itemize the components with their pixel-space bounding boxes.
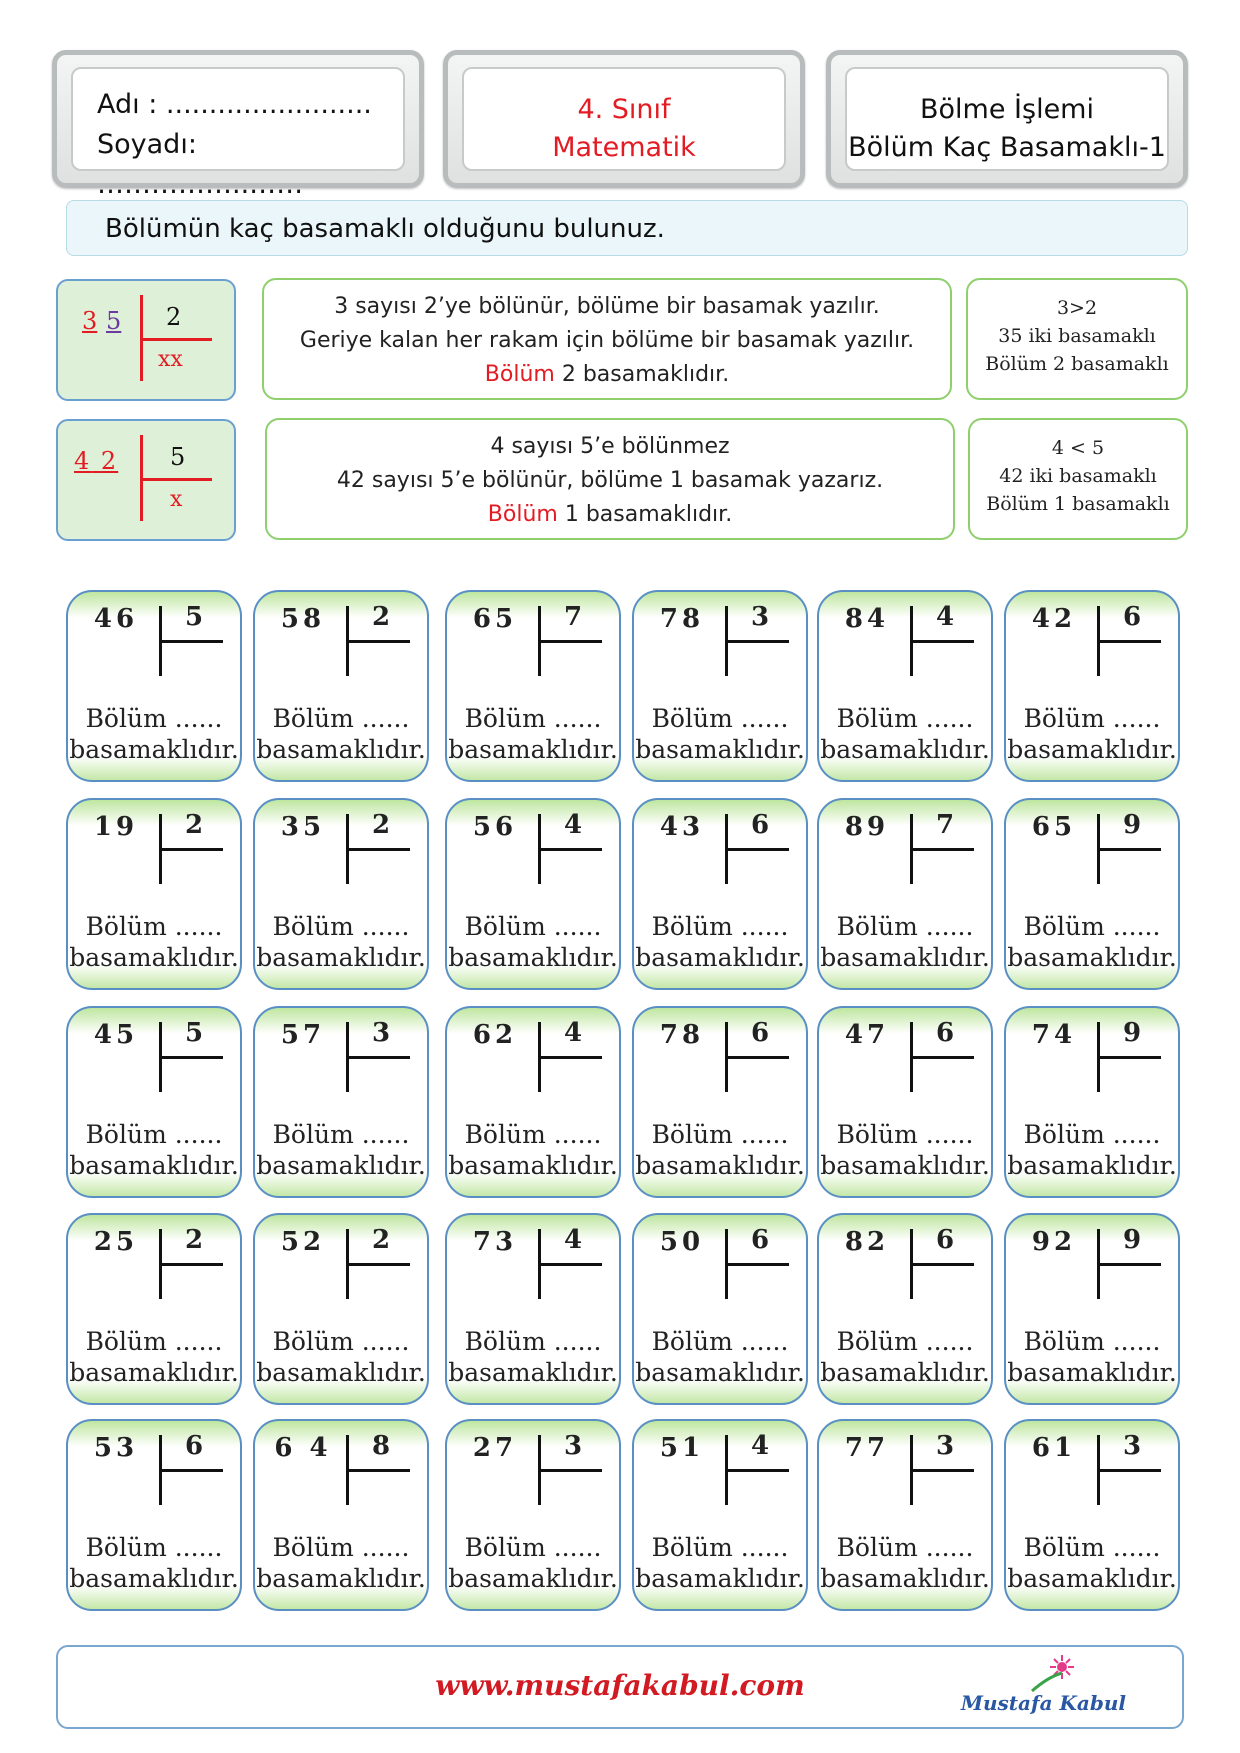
name-plaque — [52, 50, 424, 200]
answer-suffix: basamaklıdır. — [69, 1564, 239, 1593]
problem-divisor: 9 — [1122, 810, 1142, 840]
problem-dividend: 82 — [844, 1227, 890, 1257]
answer-suffix: basamaklıdır. — [448, 1564, 618, 1593]
answer-blank[interactable]: Bölüm ...... — [1023, 1327, 1161, 1356]
problem-card — [253, 1419, 429, 1611]
example-2-result-label: Bölüm — [487, 502, 558, 527]
problem-divisor: 2 — [184, 1225, 204, 1255]
problem-dividend: 77 — [844, 1433, 890, 1463]
problem-card — [632, 798, 808, 990]
answer-suffix: basamaklıdır. — [448, 1358, 618, 1387]
problem-divisor: 7 — [935, 810, 955, 840]
surname-field-label[interactable]: Soyadı: ……………..…… — [97, 129, 304, 200]
problem-divisor: 4 — [750, 1431, 770, 1461]
topic-plaque — [826, 50, 1188, 188]
problem-dividend: 73 — [472, 1227, 518, 1257]
problem-divisor: 3 — [750, 602, 770, 632]
problem-card — [445, 1006, 621, 1198]
division-horizontal-line — [910, 1263, 974, 1266]
division-horizontal-line — [725, 848, 789, 851]
problem-divisor: 6 — [935, 1018, 955, 1048]
problem-card — [253, 798, 429, 990]
example-2-divisor: 5 — [170, 443, 186, 471]
problem-dividend: 47 — [844, 1020, 890, 1050]
answer-blank[interactable]: Bölüm ...... — [272, 1533, 410, 1562]
example-1-quotient: xx — [158, 347, 183, 372]
division-horizontal-line — [1097, 848, 1161, 851]
division-horizontal-line — [538, 640, 602, 643]
problem-divisor: 5 — [184, 602, 204, 632]
division-horizontal-line — [159, 848, 223, 851]
answer-suffix: basamaklıdır. — [1007, 1358, 1177, 1387]
problem-card — [253, 590, 429, 782]
answer-suffix: basamaklıdır. — [256, 735, 426, 764]
answer-blank[interactable]: Bölüm ...... — [651, 704, 789, 733]
division-horizontal-line — [346, 848, 410, 851]
answer-suffix: basamaklıdır. — [1007, 943, 1177, 972]
problem-divisor: 3 — [1122, 1431, 1142, 1461]
problem-divisor: 6 — [750, 810, 770, 840]
division-horizontal-line — [725, 1263, 789, 1266]
problem-divisor: 9 — [1122, 1225, 1142, 1255]
example-1-line-3 — [264, 358, 950, 392]
division-horizontal-line — [538, 1056, 602, 1059]
answer-suffix: basamaklıdır. — [1007, 1151, 1177, 1180]
answer-blank[interactable]: Bölüm ...... — [464, 704, 602, 733]
division-horizontal-line — [159, 640, 223, 643]
answer-suffix: basamaklıdır. — [820, 943, 990, 972]
answer-suffix: basamaklıdır. — [635, 1151, 805, 1180]
answer-blank[interactable]: Bölüm ...... — [464, 912, 602, 941]
division-horizontal-line — [725, 1056, 789, 1059]
problem-divisor: 6 — [750, 1018, 770, 1048]
problem-divisor: 8 — [371, 1431, 391, 1461]
problem-card — [817, 798, 993, 990]
example-2-note-2: 42 iki basamaklı — [999, 465, 1157, 487]
answer-suffix: basamaklıdır. — [69, 1151, 239, 1180]
division-horizontal-line — [538, 1263, 602, 1266]
example-2-dividend-digit-2: 2 — [100, 447, 119, 475]
problem-dividend: 50 — [659, 1227, 705, 1257]
answer-blank[interactable]: Bölüm ...... — [1023, 704, 1161, 733]
problem-divisor: 4 — [563, 810, 583, 840]
problem-card — [66, 1419, 242, 1611]
problem-dividend: 65 — [1031, 812, 1077, 842]
answer-suffix: basamaklıdır. — [820, 1564, 990, 1593]
problem-dividend: 25 — [93, 1227, 139, 1257]
problem-divisor: 5 — [184, 1018, 204, 1048]
example-1-note-2: 35 iki basamaklı — [998, 325, 1156, 347]
answer-blank[interactable]: Bölüm ...... — [651, 912, 789, 941]
problem-card — [632, 590, 808, 782]
problem-divisor: 6 — [184, 1431, 204, 1461]
answer-blank[interactable]: Bölüm ...... — [836, 1327, 974, 1356]
example-2-result-text: 1 basamaklıdır. — [557, 502, 733, 527]
answer-blank[interactable]: Bölüm ...... — [651, 1533, 789, 1562]
example-1-result-label: Bölüm — [484, 362, 555, 387]
problem-dividend: 19 — [93, 812, 139, 842]
problem-card — [66, 1006, 242, 1198]
example-1-divisor: 2 — [166, 303, 182, 331]
answer-blank[interactable]: Bölüm ...... — [85, 912, 223, 941]
answer-blank[interactable]: Bölüm ...... — [651, 1120, 789, 1149]
problem-card — [1004, 1419, 1180, 1611]
problem-dividend: 52 — [280, 1227, 326, 1257]
example-2-line-1: 4 sayısı 5’e bölünmez — [490, 434, 730, 459]
instruction-text: Bölümün kaç basamaklı olduğunu bulunuz. — [105, 214, 665, 244]
example-1-dividend-digit-2: 5 — [106, 307, 122, 335]
problem-dividend: 53 — [93, 1433, 139, 1463]
division-horizontal-line — [725, 640, 789, 643]
example-2-explanation — [265, 418, 955, 540]
subject-label: Matematik — [552, 132, 696, 163]
answer-blank[interactable]: Bölüm ...... — [85, 704, 223, 733]
answer-suffix: basamaklıdır. — [448, 1151, 618, 1180]
answer-suffix: basamaklıdır. — [635, 1358, 805, 1387]
answer-suffix: basamaklıdır. — [256, 943, 426, 972]
division-horizontal-line — [538, 1469, 602, 1472]
example-2-horizontal-line — [140, 478, 212, 481]
problem-dividend: 78 — [659, 1020, 705, 1050]
website-link[interactable]: www.mustafakabul.com — [435, 1669, 805, 1702]
answer-suffix: basamaklıdır. — [448, 943, 618, 972]
example-1-result-text: 2 basamaklıdır. — [554, 362, 730, 387]
topic-subtitle: Bölüm Kaç Basamaklı-1 — [848, 132, 1166, 163]
problem-card — [66, 798, 242, 990]
division-horizontal-line — [159, 1469, 223, 1472]
answer-suffix: basamaklıdır. — [820, 1358, 990, 1387]
example-2-note-1: 4 < 5 — [1051, 437, 1105, 459]
problem-dividend: 89 — [844, 812, 890, 842]
answer-blank[interactable]: Bölüm ...... — [464, 1327, 602, 1356]
problem-card — [445, 798, 621, 990]
division-horizontal-line — [346, 640, 410, 643]
problem-dividend: 65 — [472, 604, 518, 634]
answer-blank[interactable]: Bölüm ...... — [464, 1533, 602, 1562]
problem-card — [817, 1419, 993, 1611]
grade-plaque — [443, 50, 805, 188]
problem-card — [445, 1419, 621, 1611]
example-1-note-3: Bölüm 2 basamaklı — [985, 353, 1169, 375]
answer-suffix: basamaklıdır. — [635, 735, 805, 764]
problem-card — [1004, 1213, 1180, 1405]
division-horizontal-line — [159, 1263, 223, 1266]
problem-divisor: 3 — [563, 1431, 583, 1461]
example-2-dividend-digit-1: 4 — [74, 447, 92, 475]
problem-divisor: 4 — [563, 1225, 583, 1255]
division-horizontal-line — [1097, 640, 1161, 643]
problem-divisor: 6 — [1122, 602, 1142, 632]
problem-divisor: 3 — [371, 1018, 391, 1048]
problem-dividend: 43 — [659, 812, 705, 842]
division-horizontal-line — [346, 1263, 410, 1266]
problem-divisor: 2 — [371, 810, 391, 840]
problem-card — [445, 1213, 621, 1405]
grade-label: 4. Sınıf — [577, 94, 671, 125]
problem-dividend: 56 — [472, 812, 518, 842]
flower-logo-icon — [1028, 1651, 1078, 1695]
answer-suffix: basamaklıdır. — [1007, 1564, 1177, 1593]
answer-blank[interactable]: Bölüm ...... — [1023, 1533, 1161, 1562]
problem-dividend: 45 — [93, 1020, 139, 1050]
problem-card — [66, 1213, 242, 1405]
problem-dividend: 46 — [93, 604, 139, 634]
division-horizontal-line — [1097, 1056, 1161, 1059]
problem-card — [817, 1213, 993, 1405]
answer-blank[interactable]: Bölüm ...... — [85, 1327, 223, 1356]
division-horizontal-line — [725, 1469, 789, 1472]
problem-dividend: 42 — [1031, 604, 1077, 634]
answer-blank[interactable]: Bölüm ...... — [272, 1120, 410, 1149]
answer-blank[interactable]: Bölüm ...... — [272, 1327, 410, 1356]
example-1-dividend-digit-1: 3 — [82, 307, 98, 335]
problem-card — [445, 590, 621, 782]
division-horizontal-line — [1097, 1263, 1161, 1266]
problem-divisor: 6 — [935, 1225, 955, 1255]
problem-dividend: 35 — [280, 812, 326, 842]
division-horizontal-line — [910, 640, 974, 643]
answer-blank[interactable]: Bölüm ...... — [272, 912, 410, 941]
problem-card — [1004, 798, 1180, 990]
topic-title: Bölme İşlemi — [920, 94, 1094, 125]
answer-blank[interactable]: Bölüm ...... — [836, 1120, 974, 1149]
problem-dividend: 58 — [280, 604, 326, 634]
problem-divisor: 3 — [935, 1431, 955, 1461]
problem-dividend: 51 — [659, 1433, 705, 1463]
answer-blank[interactable]: Bölüm ...... — [836, 704, 974, 733]
answer-suffix: basamaklıdır. — [69, 943, 239, 972]
division-horizontal-line — [538, 848, 602, 851]
example-1-horizontal-line — [140, 338, 212, 341]
example-1-note — [966, 278, 1188, 400]
problem-divisor: 2 — [184, 810, 204, 840]
division-horizontal-line — [910, 1469, 974, 1472]
problem-dividend: 78 — [659, 604, 705, 634]
problem-card — [632, 1006, 808, 1198]
answer-blank[interactable]: Bölüm ...... — [651, 1327, 789, 1356]
footer — [56, 1645, 1184, 1729]
division-horizontal-line — [1097, 1469, 1161, 1472]
answer-blank[interactable]: Bölüm ...... — [836, 1533, 974, 1562]
problem-divisor: 4 — [935, 602, 955, 632]
division-horizontal-line — [910, 848, 974, 851]
problem-card — [253, 1213, 429, 1405]
answer-suffix: basamaklıdır. — [69, 1358, 239, 1387]
example-2-line-3 — [267, 498, 953, 532]
problem-dividend: 92 — [1031, 1227, 1077, 1257]
answer-suffix: basamaklıdır. — [1007, 735, 1177, 764]
answer-suffix: basamaklıdır. — [820, 735, 990, 764]
problem-card — [66, 590, 242, 782]
instruction-bar — [66, 200, 1188, 256]
answer-suffix: basamaklıdır. — [256, 1151, 426, 1180]
answer-suffix: basamaklıdır. — [635, 943, 805, 972]
name-field-label[interactable]: Adı : ........................ — [97, 89, 372, 120]
answer-blank[interactable]: Bölüm ...... — [464, 1120, 602, 1149]
example-1-line-1: 3 sayısı 2’ye bölünür, bölüme bir basamak yazılır. — [334, 294, 880, 319]
author-signature-logo: Mustafa Kabul — [960, 1691, 1126, 1715]
example-1-explanation — [262, 278, 952, 400]
problem-divisor: 6 — [750, 1225, 770, 1255]
example-2-note — [968, 418, 1188, 540]
division-horizontal-line — [159, 1056, 223, 1059]
example-2-quotient: x — [170, 487, 183, 512]
problem-dividend: 27 — [472, 1433, 518, 1463]
example-2-division — [56, 419, 236, 541]
problem-divisor: 7 — [563, 602, 583, 632]
problem-dividend: 62 — [472, 1020, 518, 1050]
problem-divisor: 9 — [1122, 1018, 1142, 1048]
example-2-line-2: 42 sayısı 5’e bölünür, bölüme 1 basamak yazarız. — [336, 468, 884, 493]
answer-blank[interactable]: Bölüm ...... — [1023, 1120, 1161, 1149]
problem-card — [253, 1006, 429, 1198]
answer-suffix: basamaklıdır. — [635, 1564, 805, 1593]
problem-dividend: 61 — [1031, 1433, 1077, 1463]
problem-card — [817, 1006, 993, 1198]
problem-card — [632, 1213, 808, 1405]
answer-blank[interactable]: Bölüm ...... — [272, 704, 410, 733]
example-1-division — [56, 279, 236, 401]
division-horizontal-line — [346, 1469, 410, 1472]
problem-dividend: 74 — [1031, 1020, 1077, 1050]
answer-suffix: basamaklıdır. — [69, 735, 239, 764]
problem-dividend: 57 — [280, 1020, 326, 1050]
division-horizontal-line — [910, 1056, 974, 1059]
answer-blank[interactable]: Bölüm ...... — [836, 912, 974, 941]
problem-divisor: 2 — [371, 602, 391, 632]
example-2-dividend — [74, 447, 118, 475]
example-1-line-2: Geriye kalan her rakam için bölüme bir basamak yazılır. — [299, 328, 915, 353]
division-horizontal-line — [346, 1056, 410, 1059]
problem-divisor: 4 — [563, 1018, 583, 1048]
problem-card — [817, 590, 993, 782]
example-2-note-3: Bölüm 1 basamaklı — [986, 493, 1170, 515]
problem-card — [632, 1419, 808, 1611]
problem-card — [1004, 590, 1180, 782]
answer-suffix: basamaklıdır. — [820, 1151, 990, 1180]
example-1-note-1: 3>2 — [1056, 297, 1098, 319]
problem-dividend: 6 4 — [274, 1433, 332, 1463]
problem-divisor: 2 — [371, 1225, 391, 1255]
problem-card — [1004, 1006, 1180, 1198]
answer-blank[interactable]: Bölüm ...... — [85, 1120, 223, 1149]
answer-blank[interactable]: Bölüm ...... — [1023, 912, 1161, 941]
answer-suffix: basamaklıdır. — [256, 1358, 426, 1387]
answer-suffix: basamaklıdır. — [256, 1564, 426, 1593]
problem-dividend: 84 — [844, 604, 890, 634]
answer-blank[interactable]: Bölüm ...... — [85, 1533, 223, 1562]
answer-suffix: basamaklıdır. — [448, 735, 618, 764]
